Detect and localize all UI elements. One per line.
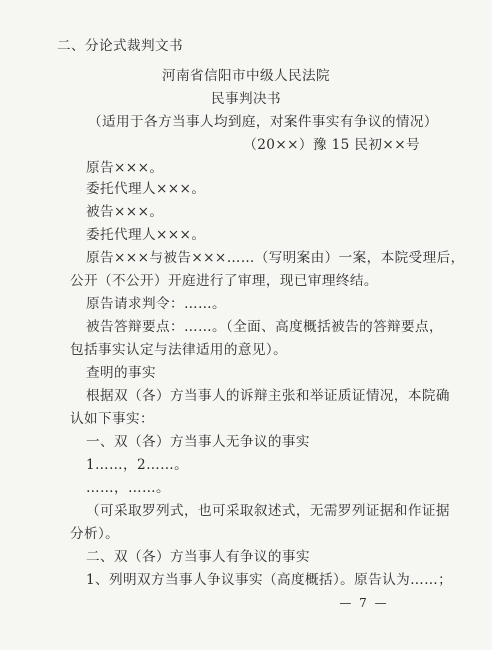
court-name: 河南省信阳市中级人民法院 bbox=[162, 68, 330, 84]
section-heading: 二、分论式裁判文书 bbox=[57, 38, 183, 54]
undisputed-facts-ellipsis: ……，……。 bbox=[86, 480, 170, 496]
case-intro-continuation: 公开（不公开）开庭进行了审理，现已审理终结。 bbox=[70, 273, 378, 289]
case-number: （20××）豫 15 民初××号 bbox=[243, 137, 420, 153]
facts-intro-line: 根据双（各）方当事人的诉辩主张和举证质证情况，本院确 bbox=[86, 388, 450, 404]
disputed-facts-heading: 二、双（各）方当事人有争议的事实 bbox=[86, 549, 310, 565]
defendant-line: 被告×××。 bbox=[86, 204, 164, 220]
facts-intro-continuation: 认如下事实： bbox=[70, 411, 154, 427]
defendant-agent-line: 委托代理人×××。 bbox=[86, 227, 206, 243]
applicability-note: （适用于各方当事人均到庭，对案件事实有争议的情况） bbox=[88, 114, 438, 130]
plaintiff-line: 原告×××。 bbox=[86, 160, 164, 176]
plaintiff-claims-line: 原告请求判令：……。 bbox=[86, 296, 226, 312]
undisputed-facts-heading: 一、双（各）方当事人无争议的事实 bbox=[86, 434, 310, 450]
defense-points-continuation: 包括事实认定与法律适用的意见）。 bbox=[70, 342, 288, 358]
plaintiff-agent-line: 委托代理人×××。 bbox=[86, 181, 206, 197]
disputed-facts-item-1: 1、列明双方当事人争议事实（高度概括）。原告认为……； bbox=[86, 572, 453, 588]
document-type-title: 民事判决书 bbox=[211, 91, 281, 107]
listing-note-continuation: 分析）。 bbox=[70, 526, 120, 542]
undisputed-facts-list: 1……，2……。 bbox=[86, 457, 189, 473]
defense-points-line: 被告答辩要点：……。（全面、高度概括被告的答辩要点， bbox=[86, 319, 444, 335]
listing-note-line: （可采取罗列式，也可采取叙述式，无需罗列证据和作证据 bbox=[86, 503, 450, 519]
case-intro-line: 原告×××与被告×××……（写明案由）一案，本院受理后， bbox=[86, 250, 465, 266]
found-facts-heading: 查明的事实 bbox=[86, 365, 156, 381]
page-number: — 7 — bbox=[339, 596, 389, 610]
